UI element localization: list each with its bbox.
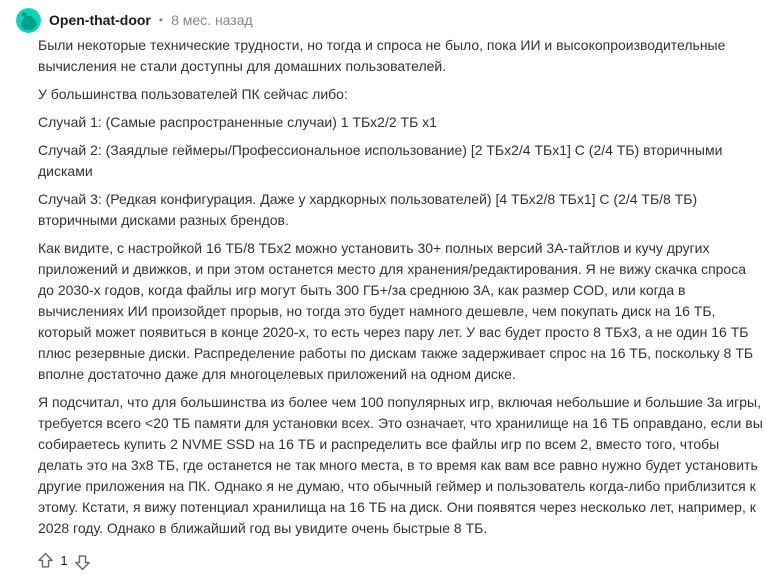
upvote-arrow-icon <box>36 551 55 570</box>
comment-header <box>16 7 765 33</box>
downvote-arrow-icon <box>73 553 92 572</box>
comment-timestamp: 8 мес. назад <box>171 12 253 28</box>
avatar[interactable] <box>16 8 41 33</box>
upvote-button[interactable] <box>36 551 55 570</box>
vote-count: 1 <box>60 552 68 568</box>
snoo-avatar-icon <box>16 8 41 33</box>
comment-author[interactable]: Open-that-door <box>49 12 151 28</box>
comment-paragraph: Я подсчитал, что для большинства из более чем 100 популярных игр, включая небольшие и большие 3а игры, требуется всего <20 ТБ памяти для установки всех. Это означает, что хранилище на 16 ТБ оправдано, если вы собираетесь купить 2 NVME SSD на 16 ТБ и распределить все файлы игр по всем 2, вместо того, чтобы делать это на 3х8 ТБ, где останется не так много места, в то время как вам все равно нужно будет установить другие приложения на ПК. Однако я не думаю, что обычный геймер и пользователь когда-либо приблизится к этому. Кстати, я вижу потенциал хранилища на 16 ТБ на диск. Они появятся через несколько лет, например, к 2028 году. Однако в ближайший год вы увидите очень быстрые 8 ТБ. <box>38 394 763 536</box>
downvote-button[interactable] <box>73 553 92 572</box>
vote-controls <box>36 546 765 576</box>
comment-body <box>38 35 765 539</box>
comment-paragraph: Случай 3: (Редкая конфигурация. Даже у хардкорных пользователей) [4 ТБх2/8 ТБх1] С (2/4 ТБ/8 ТБ) вторичными дисками разных брендов. <box>38 191 698 228</box>
comment-paragraph: Случай 1: (Самые распространенные случаи) 1 ТБх2/2 ТБ х1 <box>38 114 437 130</box>
comment-paragraph: Как видите, с настройкой 16 ТБ/8 ТБх2 можно установить 30+ полных версий 3А-тайтлов и кучу других приложений и движков, и при этом останется место для хранения/редактирования. Я не вижу скачка спроса до 2030-х годов, когда файлы игр могут быть 300 ГБ+/за среднюю 3А, как размер COD, или когда в вычислениях ИИ произойдет прорыв, но тогда это будет намного дешевле, чем покупать диск на 16 ТБ, который может появиться в конце 2020-х, то есть через пару лет. У вас будет просто 8 ТБх3, а не один 16 ТБ плюс резервные диски. Распределение работы по дискам также задерживает спрос на 16 ТБ, поскольку 8 ТБ вполне достаточно даже для многоцелевых приложений на одном диске. <box>38 240 754 382</box>
comment-paragraph: У большинства пользователей ПК сейчас либо: <box>38 86 348 102</box>
comment-paragraph: Были некоторые технические трудности, но тогда и спроса не было, пока ИИ и высокопроизводительные вычисления не стали доступны для домашних пользователей. <box>38 37 726 74</box>
comment-paragraph: Случай 2: (Заядлые геймеры/Профессиональное использование) [2 ТБх2/4 ТБх1] С (2/4 ТБ) вторичными дисками <box>38 142 723 179</box>
meta-separator: • <box>158 13 164 27</box>
